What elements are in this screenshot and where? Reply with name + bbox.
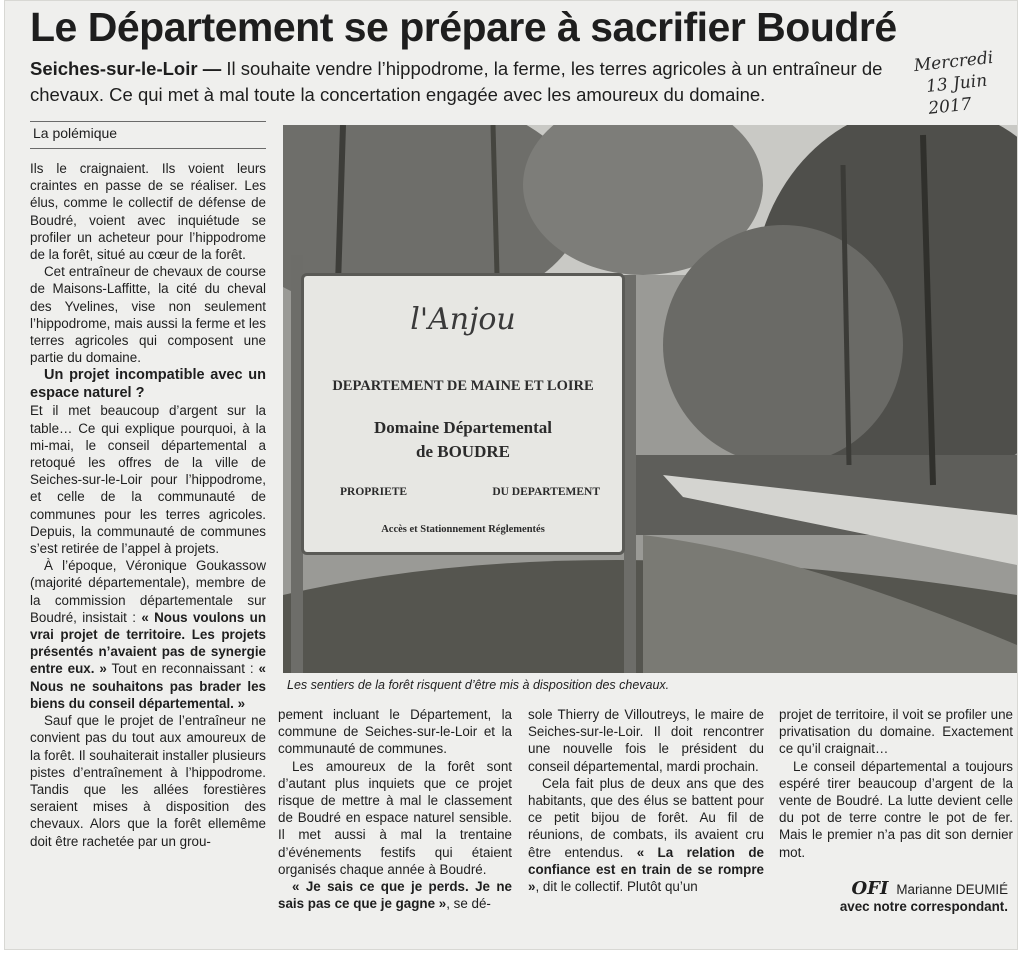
lead-dateline: Seiches-sur-le-Loir — <box>30 58 222 79</box>
author-note: avec notre correspondant. <box>839 899 1008 914</box>
kicker-rule-top <box>30 121 266 122</box>
handwritten-month: 13 Juin <box>925 70 989 97</box>
lead-text: Il souhaite vendre l’hippodrome, la ferme, les terres agricoles à un entraîneur de chevaux. Ce qui met à mal toute la concertation engagée avec les amoureux du domaine. <box>30 58 883 105</box>
handwritten-date <box>913 45 1015 121</box>
sign-line: PROPRIETE <box>340 486 408 498</box>
paragraph: Les amoureux de la forêt sont d’autant plus inquiets que ce projet risque de mettre à mal le classement de Boudré en espace naturel sensible. Il met aussi à mal la trentaine d’événements festifs qui étaient organisés chaque année à Boudré. <box>278 758 512 877</box>
quote: « Nous ne souhaitons pas brader les biens du conseil départemental. » <box>30 661 266 711</box>
text-run: À l’époque, Véronique Goukassow (majorité départementale), membre de la commission départementale sur Boudré, insistait : <box>30 558 266 625</box>
anjou-logo: l'Anjou <box>410 302 516 337</box>
sign-line: DEPARTEMENT DE MAINE ET LOIRE <box>332 378 594 394</box>
paragraph: pement incluant le Département, la commune de Seiches-sur-le-Loir et la communauté de communes. <box>278 707 512 757</box>
paragraph: projet de territoire, il voit se profiler une privatisation du domaine. Exactement ce qu’il craignait… <box>779 707 1013 757</box>
paragraph <box>30 557 266 712</box>
paragraph: Cet entraîneur de chevaux de course de Maisons-Laffitte, la cité du cheval des Yvelines, vise non seulement l’hippodrome, mais aussi la ferme et les terres agricoles qui composent une partie du domaine. <box>30 264 266 366</box>
handwritten-source-mark: OFI <box>851 878 889 899</box>
column-4 <box>779 706 1013 861</box>
handwritten-year: 2017 <box>927 94 973 119</box>
author-name: Marianne DEUMIÉ <box>896 882 1008 897</box>
kicker-rule-bottom <box>30 148 266 149</box>
paragraph: Sauf que le projet de l’entraîneur ne convient pas du tout aux amoureux de la forêt. Il souhaiterait installer plusieurs pistes d’entraînement à l’hippodrome. Tandis que les allées forestières seraient mises à disposition des chevaux. Alors que la forêt ellemême doit être rachetée par un grou- <box>30 713 266 849</box>
sign-line: DU DEPARTEMENT <box>492 486 600 498</box>
paragraph: Ils le craignaient. Ils voient leurs craintes en passe de se réaliser. Les élus, comme le collectif de défense de Boudré, voient avec inquiétude se profiler un acheteur pour l’hippodrome de la forêt, situé au cœur de la forêt. <box>30 161 266 263</box>
text-run: Cela fait plus de deux ans que des habitants, que des élus se battent pour ce petit bijou de forêt. Au fil de réunions, de combats, ils avaient cru être entendus. <box>528 775 764 860</box>
column-2 <box>278 706 512 912</box>
domain-sign <box>301 273 625 555</box>
paragraph <box>278 878 512 912</box>
text-run: , dit le collectif. Plutôt qu’un <box>535 879 698 895</box>
headline: Le Département se prépare à sacrifier Boudré <box>30 4 897 50</box>
column-3 <box>528 706 764 895</box>
paragraph: Et il met beaucoup d’argent sur la table… Ce qui explique pourquoi, à la mi-mai, le conseil départemental a retoqué les offres de la ville de Seiches-sur-le-Loir pour l’hippodrome, et celle de la communauté de communes pour les terres agricoles. Depuis, la communauté de communes s’est retirée de l’appel à projets. <box>30 403 266 557</box>
paragraph: Le conseil départemental a toujours espéré tirer beaucoup d’argent de la vente de Boudré. La lutte devient celle du pot de terre contre le pot de fer. Mais le premier n’a pas dit son dernier mot. <box>779 758 1013 860</box>
quote: « Nous voulons un vrai projet de territoire. Les projets présentés n’avaient pas de synergie entre eux. » <box>30 609 266 677</box>
text-run: , se dé- <box>446 896 491 912</box>
quote: « Je sais ce que je perds. Je ne sais pas ce que je gagne » <box>278 879 512 912</box>
sign-line: Accès et Stationnement Réglementés <box>381 524 545 535</box>
byline <box>832 880 1008 915</box>
lead-paragraph <box>30 56 920 108</box>
photo-caption: Les sentiers de la forêt risquent d’être mis à disposition des chevaux. <box>287 678 670 692</box>
sign-line: de BOUDRE <box>416 442 510 461</box>
paragraph <box>528 775 764 895</box>
paragraph: sole Thierry de Villoutreys, le maire de Seiches-sur-le-Loir. Il doit rencontrer une nouvelle fois le président du conseil départemental, mardi prochain. <box>528 707 764 774</box>
subheading: Un projet incompatible avec un espace naturel ? <box>30 367 266 402</box>
handwritten-day: Mercredi <box>912 47 995 77</box>
text-run: Tout en reconnaissant : <box>106 661 259 677</box>
kicker: La polémique <box>33 125 118 141</box>
article-photo <box>283 125 1017 673</box>
column-1 <box>30 160 266 850</box>
sign-line: Domaine Départemental <box>374 418 552 437</box>
quote: « La relation de confiance est en train de se rompre » <box>528 844 764 895</box>
